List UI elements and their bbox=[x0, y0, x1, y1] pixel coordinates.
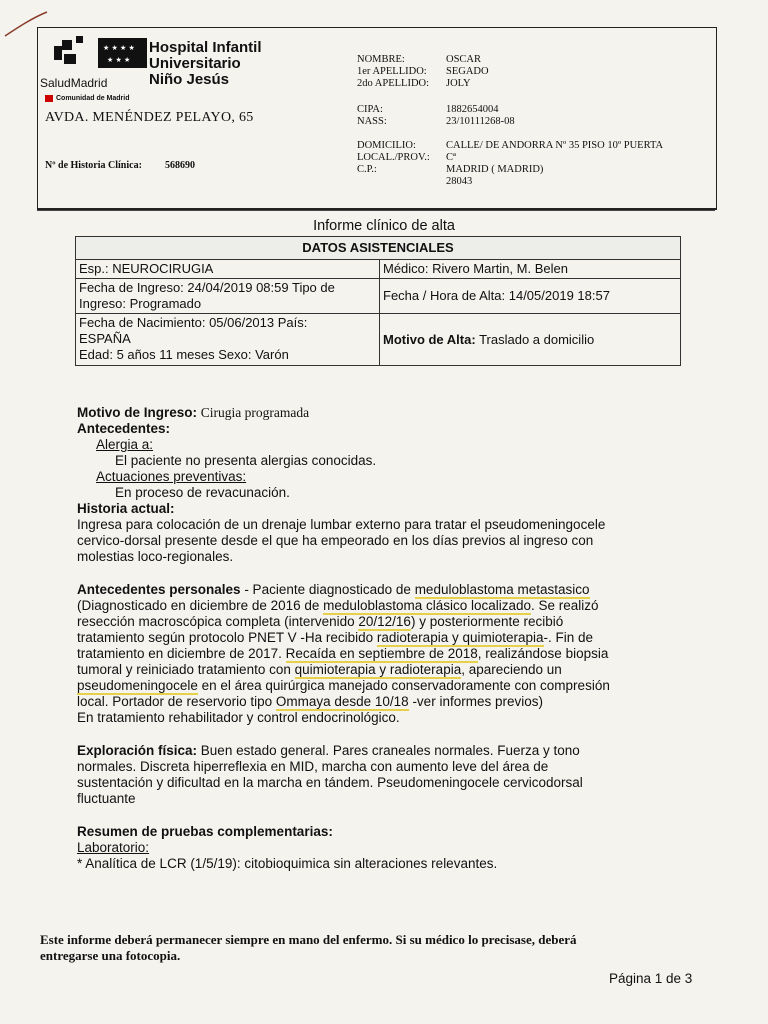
ap-text: local. Portador de reservorio tipo bbox=[77, 694, 276, 709]
antecedentes-personales-line4 bbox=[77, 630, 593, 647]
ap-highlight: Ommaya desde 10/18 bbox=[275, 694, 409, 709]
ap-highlight: pseudomeningocele bbox=[77, 678, 198, 693]
ap-highlight: meduloblastoma clásico localizado bbox=[323, 598, 532, 613]
report-title: Informe clínico de alta bbox=[313, 218, 455, 234]
antecedentes-personales-line6 bbox=[77, 662, 562, 679]
exploracion-label: Exploración física: bbox=[77, 743, 198, 758]
fecha-ingreso-cell bbox=[76, 279, 380, 314]
ap-text: (Diagnosticado en diciembre de 2016 de bbox=[77, 598, 324, 613]
hospital-name-line3: Niño Jesús bbox=[149, 71, 230, 88]
hospital-address: AVDA. MENÉNDEZ PELAYO, 65 bbox=[45, 110, 254, 125]
table-row bbox=[76, 314, 681, 366]
ap-text: tratamiento según protocolo PNET V -Ha recibido bbox=[77, 630, 377, 645]
nombre-value: OSCAR bbox=[446, 54, 482, 65]
motivo-ingreso-value: Cirugia programada bbox=[200, 405, 310, 420]
exploracion-text: Buen estado general. Pares craneales normales. Fuerza y tono bbox=[197, 743, 580, 758]
antecedentes-personales-line2 bbox=[77, 598, 599, 615]
ap-highlight: Recaída en septiembre de 2018 bbox=[285, 646, 478, 661]
ap-text: , realizándose biopsia bbox=[477, 646, 609, 661]
historia-heading: Historia actual: bbox=[77, 501, 175, 516]
motivo-alta-cell bbox=[380, 314, 681, 366]
table-row bbox=[76, 260, 681, 279]
local-prov-value: Cª bbox=[446, 152, 456, 163]
cp-value: MADRID ( MADRID) bbox=[446, 164, 544, 175]
svg-text:★ ★ ★ ★: ★ ★ ★ ★ bbox=[103, 44, 135, 52]
hospital-name-line1: Hospital Infantil bbox=[149, 39, 262, 56]
ap-text: , apareciendo un bbox=[461, 662, 562, 677]
antecedentes-personales-line7 bbox=[77, 678, 610, 695]
nass-label: NASS: bbox=[357, 116, 387, 127]
alergia-label: Alergia a: bbox=[96, 437, 154, 452]
cp-label: C.P.: bbox=[357, 164, 377, 175]
table-row bbox=[76, 279, 681, 314]
apellido1-label: 1er APELLIDO: bbox=[357, 66, 427, 77]
especialidad-cell: Esp.: NEUROCIRUGIA bbox=[76, 260, 380, 279]
cp-code: 28043 bbox=[446, 176, 473, 187]
comunidad-label: Comunidad de Madrid bbox=[56, 95, 130, 102]
comunidad-madrid-logo-icon bbox=[54, 36, 147, 70]
motivo-alta-value: Traslado a domicilio bbox=[479, 331, 595, 347]
antecedentes-personales-label: Antecedentes personales bbox=[77, 582, 241, 597]
fecha-alta-cell: Fecha / Hora de Alta: 14/05/2019 18:57 bbox=[380, 279, 681, 314]
datos-asistenciales-table bbox=[75, 236, 681, 366]
cipa-label: CIPA: bbox=[357, 104, 383, 115]
nass-value: 23/10111268-08 bbox=[446, 116, 515, 127]
nacimiento-line1: Fecha de Nacimiento: 05/06/2013 País: bbox=[79, 315, 308, 330]
medico-cell: Médico: Rivero Martin, M. Belen bbox=[380, 260, 681, 279]
motivo-ingreso bbox=[77, 405, 309, 422]
antecedentes-personales-line9: En tratamiento rehabilitador y control endocrinológico. bbox=[77, 710, 400, 725]
footer-note-line1: Este informe deberá permanecer siempre en mano del enfermo. Si su médico lo precisase, deberá bbox=[40, 932, 577, 947]
apellido2-value: JOLY bbox=[446, 78, 471, 89]
ap-text: tratamiento en diciembre de 2017. bbox=[77, 646, 286, 661]
historia-line3: molestias loco-regionales. bbox=[77, 549, 234, 564]
historia-line1: Ingresa para colocación de un drenaje lumbar externo para tratar el pseudomeningocele bbox=[77, 517, 606, 532]
exploracion-line1 bbox=[77, 743, 580, 760]
ap-text: tumoral y reiniciado tratamiento con bbox=[77, 662, 295, 677]
nacimiento-line3: Edad: 5 años 11 meses Sexo: Varón bbox=[79, 347, 289, 362]
hospital-name-line2: Universitario bbox=[149, 55, 241, 72]
actuaciones-text: En proceso de revacunación. bbox=[115, 485, 290, 500]
resumen-pruebas-heading: Resumen de pruebas complementarias: bbox=[77, 824, 333, 839]
exploracion-line3: sustentación y dificultad en la marcha en tándem. Pseudomeningocele cervicodorsal bbox=[77, 775, 583, 790]
alergia-text: El paciente no presenta alergias conocidas. bbox=[115, 453, 377, 468]
apellido1-value: SEGADO bbox=[446, 66, 489, 77]
fecha-ingreso-line1: Fecha de Ingreso: 24/04/2019 08:59 Tipo de bbox=[79, 280, 335, 295]
historia-clinica-value: 568690 bbox=[165, 160, 195, 171]
fecha-ingreso-line2: Ingreso: Programado bbox=[79, 296, 202, 311]
ap-highlight: radioterapia y quimioterapia bbox=[376, 630, 544, 645]
ap-text: - Paciente diagnosticado de bbox=[240, 582, 415, 597]
motivo-alta-label: Motivo de Alta: bbox=[383, 331, 476, 347]
domicilio-label: DOMICILIO: bbox=[357, 140, 416, 151]
exploracion-line4: fluctuante bbox=[77, 791, 136, 806]
nacimiento-cell bbox=[76, 314, 380, 366]
laboratorio-label: Laboratorio: bbox=[77, 840, 150, 855]
salud-madrid-label: SaludMadrid bbox=[40, 76, 108, 90]
antecedentes-heading: Antecedentes: bbox=[77, 421, 171, 436]
motivo-ingreso-label: Motivo de Ingreso: bbox=[77, 405, 198, 420]
antecedentes-personales-line8 bbox=[77, 694, 543, 711]
svg-text:★ ★ ★: ★ ★ ★ bbox=[107, 56, 131, 64]
table-header: DATOS ASISTENCIALES bbox=[76, 237, 681, 260]
local-prov-label: LOCAL./PROV.: bbox=[357, 152, 430, 163]
comunidad-flag-icon bbox=[45, 95, 53, 102]
ap-text: en el área quirúrgica manejado conservadoramente con compresión bbox=[197, 678, 610, 693]
ap-highlight: meduloblastoma metastasico bbox=[414, 582, 590, 597]
laboratorio-text: * Analítica de LCR (1/5/19): citobioquimica sin alteraciones relevantes. bbox=[77, 856, 498, 871]
footer-note-line2: entregarse una fotocopia. bbox=[40, 948, 181, 963]
cipa-value: 1882654004 bbox=[446, 104, 499, 115]
ap-text: -ver informes previos) bbox=[408, 694, 543, 709]
header-divider bbox=[37, 207, 715, 211]
ap-highlight: quimioterapia y radioterapia bbox=[294, 662, 462, 677]
ap-highlight: 20/12/16 bbox=[358, 614, 411, 629]
historia-clinica-label: Nº de Historia Clínica: bbox=[45, 160, 142, 171]
antecedentes-personales-line1 bbox=[77, 582, 590, 599]
page-number: Página 1 de 3 bbox=[609, 971, 693, 986]
exploracion-line2: normales. Discreta hiperreflexia en MID, marcha con aumento leve del área de bbox=[77, 759, 549, 774]
nacimiento-line2: ESPAÑA bbox=[79, 331, 131, 346]
table-header-row bbox=[76, 237, 681, 260]
domicilio-value: CALLE/ DE ANDORRA Nº 35 PISO 10º PUERTA bbox=[446, 140, 664, 151]
ap-text: . Se realizó bbox=[531, 598, 599, 613]
ap-text: resección macroscópica completa (intervenido bbox=[77, 614, 359, 629]
actuaciones-label: Actuaciones preventivas: bbox=[96, 469, 247, 484]
historia-line2: cervico-dorsal presente desde el que ha empeorado en los días previos al ingreso con bbox=[77, 533, 594, 548]
nombre-label: NOMBRE: bbox=[357, 54, 405, 65]
antecedentes-personales-line5 bbox=[77, 646, 608, 663]
antecedentes-personales-line3 bbox=[77, 614, 563, 631]
ap-text: -. Fin de bbox=[543, 630, 594, 645]
apellido2-label: 2do APELLIDO: bbox=[357, 78, 430, 89]
ap-text: ) y posteriormente recibió bbox=[410, 614, 564, 629]
